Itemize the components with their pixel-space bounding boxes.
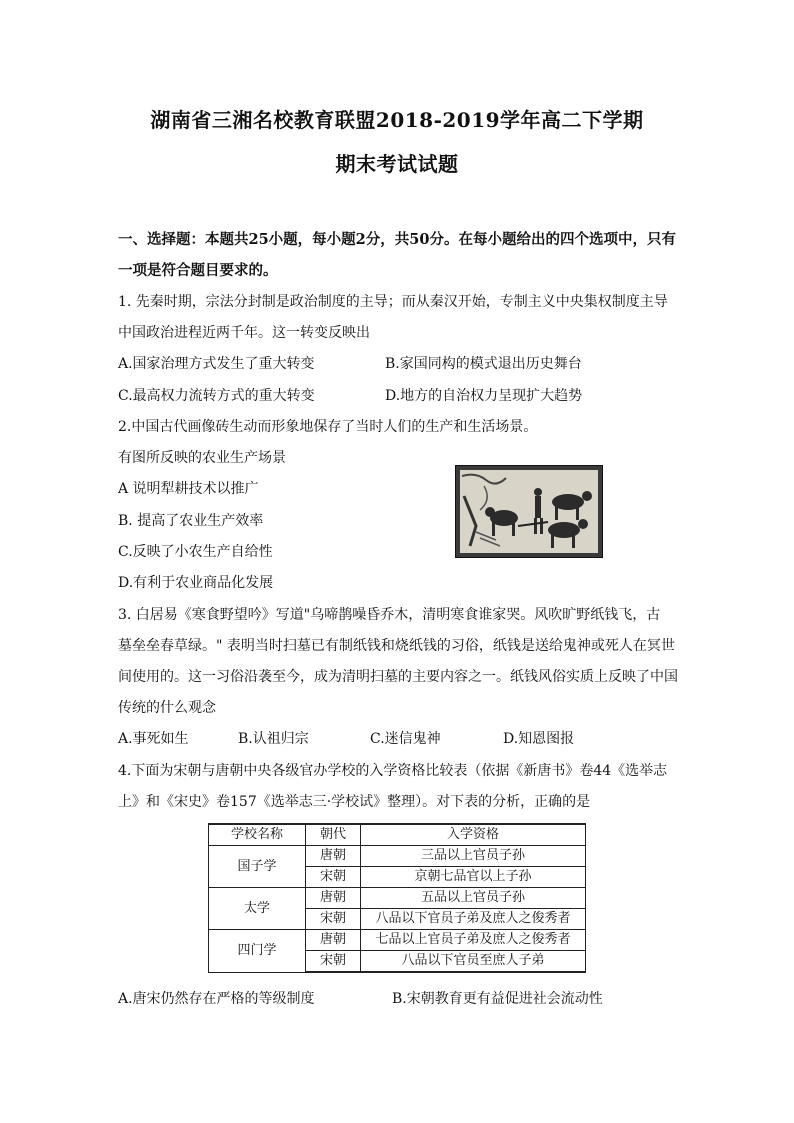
dynasty-cell: 唐朝 — [306, 888, 361, 909]
q3-stem-line4: 传统的什么观念 — [118, 700, 216, 716]
q3-option-c: C.迷信鬼神 — [370, 731, 441, 747]
q4-stem-line2: 上》和《宋史》卷157《选举志三·学校试》整理）。对下表的分析，正确的是 — [118, 794, 591, 810]
school-name-cell: 四门学 — [209, 930, 306, 973]
oxen-plowing-illustration — [456, 466, 602, 557]
q3-stem-line2: 墓垒垒春草绿。" 表明当时扫墓已有制纸钱和烧纸钱的习俗，纸钱是送给鬼神或死人在冥世 — [118, 638, 675, 654]
q2-option-c: C.反映了小农生产自给性 — [118, 544, 273, 560]
q2-option-b: B. 提高了农业生产效率 — [118, 513, 264, 529]
table-row — [209, 846, 586, 867]
q4-stem-line1: 4.下面为宋朝与唐朝中央各级官办学校的入学资格比较表（依据《新唐书》卷44《选举志 — [118, 763, 668, 779]
q1-option-c: C.最高权力流转方式的重大转变 — [118, 388, 315, 404]
dynasty-cell: 唐朝 — [306, 846, 361, 867]
page-title-line2: 期末考试试题 — [335, 152, 459, 176]
q4-option-a: A.唐宋仍然存在严格的等级制度 — [118, 991, 315, 1007]
table-row — [209, 888, 586, 909]
table-header-row — [209, 824, 586, 846]
dynasty-cell: 唐朝 — [306, 930, 361, 951]
table-header-cell: 学校名称 — [209, 824, 306, 846]
table-header-cell: 入学资格 — [361, 824, 586, 846]
requirement-cell: 京朝七品官以上子孙 — [361, 867, 586, 888]
school-name-cell: 国子学 — [209, 846, 306, 888]
q3-option-d: D.知恩图报 — [503, 731, 575, 747]
q4-option-b: B.宋朝教育更有益促进社会流动性 — [392, 991, 603, 1007]
section-heading-line1: 一、选择题：本题共25小题，每小题2分，共50分。在每小题给出的四个选项中，只有 — [118, 231, 676, 248]
q2-option-a: A 说明犁耕技术以推广 — [118, 481, 259, 497]
page-title-line1: 湖南省三湘名校教育联盟2018-2019学年高二下学期 — [150, 108, 644, 132]
huaxiangzhuan-oxen-plowing-image — [455, 465, 603, 558]
section-heading-line2: 一项是符合题目要求的。 — [118, 262, 278, 279]
q2-stem-line1: 2.中国古代画像砖生动而形象地保存了当时人们的生产和生活场景。 — [118, 419, 538, 435]
table-row — [209, 930, 586, 951]
requirement-cell: 七品以上官员子弟及庶人之俊秀者 — [361, 930, 586, 951]
table-header-cell: 朝代 — [306, 824, 361, 846]
q3-stem-line3: 间使用的。这一习俗沿袭至今，成为清明扫墓的主要内容之一。纸钱风俗实质上反映了中国 — [118, 669, 678, 685]
requirement-cell: 八品以下官员子弟及庶人之俊秀者 — [361, 909, 586, 930]
q3-stem-line1: 3. 白居易《寒食野望吟》写道"乌啼鹊噪昏乔木，清明寒食谁家哭。风吹旷野纸钱飞，古 — [118, 607, 661, 623]
q2-stem-line2: 有图所反映的农业生产场景 — [118, 450, 286, 466]
q3-option-a: A.事死如生 — [118, 731, 189, 747]
q1-stem-line1: 1. 先秦时期，宗法分封制是政治制度的主导；而从秦汉开始，专制主义中央集权制度主导 — [118, 294, 668, 310]
q2-option-d: D.有利于农业商品化发展 — [118, 575, 274, 591]
dynasty-cell: 宋朝 — [306, 951, 361, 973]
q3-option-b: B.认祖归宗 — [238, 731, 309, 747]
requirement-cell: 三品以上官员子孙 — [361, 846, 586, 867]
requirement-cell: 五品以上官员子孙 — [361, 888, 586, 909]
q1-option-a: A.国家治理方式发生了重大转变 — [118, 356, 315, 372]
admission-comparison-table — [208, 823, 586, 973]
q1-stem-line2: 中国政治进程近两千年。这一转变反映出 — [118, 325, 370, 341]
school-name-cell: 太学 — [209, 888, 306, 930]
q1-option-b: B.家国同构的模式退出历史舞台 — [385, 356, 582, 372]
dynasty-cell: 宋朝 — [306, 909, 361, 930]
requirement-cell: 八品以下官员至庶人子弟 — [361, 951, 586, 973]
dynasty-cell: 宋朝 — [306, 867, 361, 888]
q1-option-d: D.地方的自治权力呈现扩大趋势 — [385, 388, 583, 404]
